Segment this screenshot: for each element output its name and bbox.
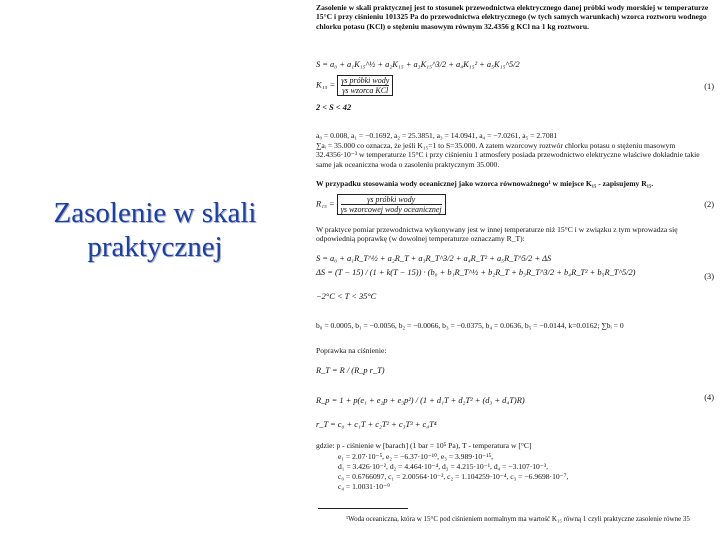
equation-1-line1: S = a₀ + a₁K₁₅^½ + a₂K₁₅ + a₃K₁₅^3/2 + a₄K₁₅² + a₅K₁₅^5/2 — [316, 60, 520, 69]
r15-label: R₁₅ = — [316, 199, 335, 209]
equation-3-line1: S = a₀ + a₁R_T^½ + a₂R_T + a₃R_T^3/2 + a₄R_T² + a₅R_T^5/2 + ΔS — [316, 254, 552, 263]
equation-2 — [316, 194, 710, 218]
coefficients-b: b₀ = 0.0005, b₁ = −0.0056, b₂ = −0.0066, b₃ = −0.0375, b₄ = 0.0636, b₅ = −0.0144, k=0.0162; ∑bᵢ = 0 — [316, 321, 624, 330]
slide-title-line1: Zasolenie w skali — [53, 197, 257, 229]
equation-3-range: −2°C < T < 35°C — [316, 292, 377, 301]
temperature-note: W praktyce pomiar przewodnictwa wykonywany jest w innej temperaturze niż 15°C i w związku z tym wprowadza się odpowiednią poprawkę (w dowolnej temperaturze oznaczamy R_T): — [316, 225, 678, 244]
c4-coefficient: c₄ = 1.0031·10⁻⁹ — [338, 482, 390, 491]
where-text: gdzie: p - ciśnienie w [barach] (1 bar = 10⁵ Pa), T - temperatura w [°C] — [316, 441, 532, 450]
equation-3-number: (3) — [704, 272, 714, 281]
slide-title-line2: praktycznej — [87, 231, 223, 263]
k15-fraction — [337, 75, 393, 96]
equation-4-line3: r_T = c₀ + c₁T + c₂T² + c₃T³ + c₄T⁴ — [316, 420, 437, 429]
k15-denominator: γs wzorca KCl — [342, 86, 389, 95]
pressure-heading: Poprawka na ciśnienie: — [316, 346, 387, 355]
coefficients-a: a₀ = 0.008, a₁ = −0.1692, a₂ = 25.3851, a₃ = 14.0941, a₄ = −7.0261, a₅ = 2.7081 — [316, 131, 558, 140]
k15-numerator: γs próbki wody — [341, 76, 390, 85]
equation-1-number: (1) — [704, 82, 714, 91]
document-scan — [310, 0, 720, 540]
equation-1-range: 2 < S < 42 — [316, 103, 352, 112]
equation-4-line2: R_p = 1 + p(e₁ + e₂p + e₃p²) / (1 + d₁T + d₂T² + (d₃ + d₄T)R) — [316, 396, 525, 405]
equation-4-line1: R_T = R / (R_p r_T) — [316, 366, 385, 375]
intro-paragraph: Zasolenie w skali praktycznej jest to stosunek przewodnictwa elektrycznego danej próbki wody morskiej w temperaturze 15°C i przy ciśnieniu 101325 Pa do przewodnictwa elektrycznego (w tych samych warunkach) wzorca roztworu wodnego chlorku potasu (KCl) o stężeniu masowym równym 32.4356 g KCl na 1 kg roztworu. — [316, 3, 709, 31]
k15-label: K₁₅ = — [316, 80, 336, 90]
r15-fraction — [337, 194, 446, 215]
d-coefficients: d₁ = 3.426·10⁻², d₂ = 4.464·10⁻⁴, d₃ = 4.215·10⁻¹, d₄ = −3.107·10⁻³, — [338, 462, 549, 471]
c-coefficients: c₀ = 0.6766097, c₁ = 2.00564·10⁻², c₂ = 1.104259·10⁻⁴, c₃ = −6.9698·10⁻⁷, — [338, 472, 569, 481]
equation-1-ratio — [316, 75, 710, 97]
r15-denominator: γs wzorcowej wody oceanicznej — [340, 205, 442, 214]
footnote: ¹Woda oceaniczna, która w 15°C pod ciśnieniem normalnym ma wartość K₁₅ równą 1 czyli praktyczne zasolenie równe 35 — [346, 515, 690, 523]
coefficients-note: ∑aᵢ = 35.000 co oznacza, że jeśli K₁₅=1 to S=35.000. A zatem wzorcowy roztwór chlorku potasu o stężeniu masowym 32.4356·10⁻³ w temperaturze 15°C i przy ciśnieniu 1 atmosfery posiada przewodnictwo elektryczne właściwe dokładnie takie same jak oceaniczna woda o zasoleniu praktycznym 35.000. — [316, 141, 700, 169]
r15-numerator: γs próbki wody — [341, 195, 442, 205]
equation-3-line2: ΔS = (T − 15) / (1 + k(T − 15)) · (b₀ + b₁R_T^½ + b₂R_T + b₃R_T^3/2 + b₄R_T² + b₅R_T^5/2) — [316, 268, 636, 277]
footnote-rule — [318, 508, 408, 509]
oceanic-standard-note: W przypadku stosowania wody oceanicznej jako wzorca równoważnego¹ w miejsce K₁₅ - zapisujemy R₁₅. — [316, 179, 654, 188]
equation-2-number: (2) — [704, 200, 714, 209]
slide-title — [20, 196, 290, 264]
e-coefficients: e₁ = 2.07·10⁻⁵, e₂ = −6.37·10⁻¹⁰, e₃ = 3.989·10⁻¹⁵, — [338, 452, 494, 461]
equation-4-number: (4) — [704, 393, 714, 402]
